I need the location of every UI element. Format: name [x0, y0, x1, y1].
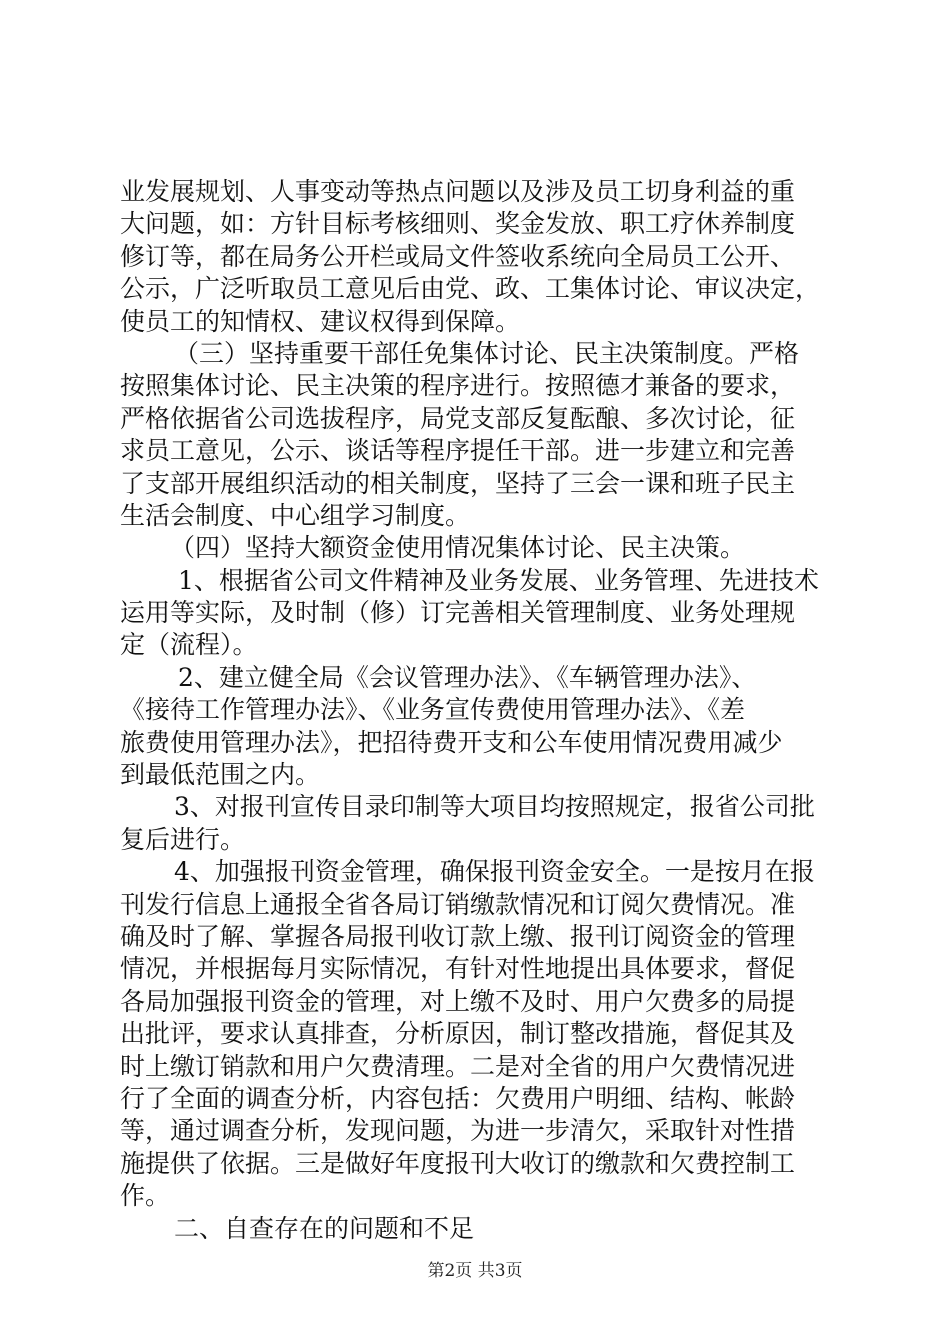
- text-line: 旅费使用管理办法》，把招待费开支和公车使用情况费用减少: [120, 727, 783, 757]
- text-line: 运用等实际，及时制（修）订完善相关管理制度、业务处理规: [120, 598, 796, 628]
- text-line: 情况，并根据每月实际情况，有针对性地提出具体要求，督促: [120, 954, 796, 984]
- text-line: 复后进行。: [120, 824, 246, 854]
- text-line: （三）坚持重要干部任免集体讨论、民主决策制度。严格: [174, 338, 800, 368]
- text-line: 1、根据省公司文件精神及业务发展、业务管理、先进技术: [178, 565, 819, 595]
- text-line: 求员工意见，公示、谈话等程序提任干部。进一步建立和完善: [120, 436, 796, 466]
- text-line: 施提供了依据。三是做好年度报刊大收订的缴款和欠费控制工: [120, 1148, 796, 1178]
- text-line: 作。: [120, 1181, 171, 1211]
- text-line: 等，通过调查分析，发现问题，为进一步清欠，采取针对性措: [120, 1116, 796, 1146]
- text-line: （四）坚持大额资金使用情况集体讨论、民主决策。: [170, 533, 746, 563]
- text-line: 出批评，要求认真排查，分析原因，制订整改措施，督促其及: [120, 1019, 796, 1049]
- text-line: 各局加强报刊资金的管理，对上缴不及时、用户欠费多的局提: [120, 986, 796, 1016]
- text-line: 按照集体讨论、民主决策的程序进行。按照德才兼备的要求，: [120, 371, 796, 401]
- document-body: [120, 176, 840, 1245]
- text-line: 刊发行信息上通报全省各局订销缴款情况和订阅欠费情况。准: [120, 889, 796, 919]
- text-line: 严格依据省公司选拔程序，局党支部反复酝酿、多次讨论，征: [120, 403, 796, 433]
- text-line: 行了全面的调查分析，内容包括：欠费用户明细、结构、帐龄: [120, 1083, 796, 1113]
- page-number-footer: 第2页 共3页: [427, 1261, 523, 1281]
- text-line: 定（流程）。: [120, 630, 258, 660]
- text-line: 确及时了解、掌握各局报刊收订款上缴、报刊订阅资金的管理: [120, 921, 796, 951]
- text-line: 3、对报刊宣传目录印制等大项目均按照规定，报省公司批: [174, 792, 815, 822]
- text-line: 生活会制度、中心组学习制度。: [120, 500, 471, 530]
- text-line: 修订等，都在局务公开栏或局文件签收系统向全局员工公开、: [120, 241, 796, 271]
- text-line: 时上缴订销款和用户欠费清理。二是对全省的用户欠费情况进: [120, 1051, 796, 1081]
- text-line: 到最低范围之内。: [120, 760, 321, 790]
- text-line: 了支部开展组织活动的相关制度，坚持了三会一课和班子民主: [120, 468, 796, 498]
- text-line: 二、自查存在的问题和不足: [174, 1213, 475, 1243]
- text-line: 使员工的知情权、建议权得到保障。: [120, 306, 521, 336]
- text-line: 4、加强报刊资金管理，确保报刊资金安全。一是按月在报: [174, 857, 815, 887]
- text-line: 2、建立健全局《会议管理办法》、《车辆管理办法》、: [178, 662, 757, 692]
- text-line: 业发展规划、人事变动等热点问题以及涉及员工切身利益的重: [120, 177, 796, 206]
- text-line: 《接待工作管理办法》、《业务宣传费使用管理办法》、《差: [120, 695, 746, 725]
- text-line: 公示，广泛听取员工意见后由党、政、工集体讨论、审议决定，: [120, 274, 821, 304]
- text-line: 大问题，如：方针目标考核细则、奖金发放、职工疗休养制度: [120, 209, 796, 239]
